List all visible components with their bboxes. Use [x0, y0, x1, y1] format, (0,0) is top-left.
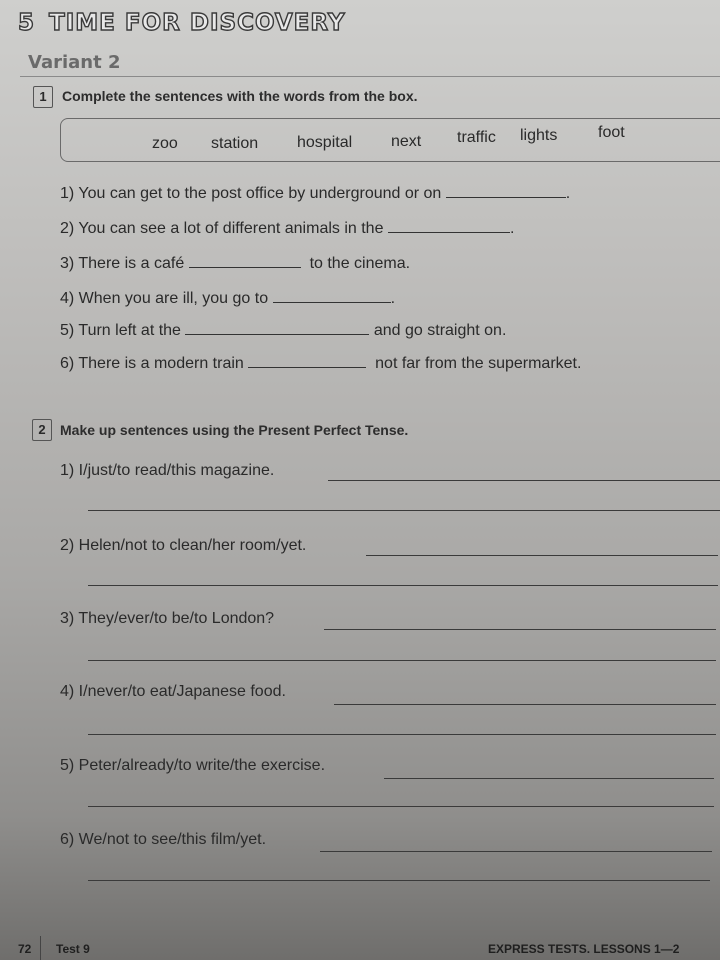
word-lights: lights: [520, 127, 558, 144]
divider: [40, 936, 41, 960]
sentence-6: 6) There is a modern train not far from the supermarket.: [60, 355, 582, 372]
answer-blank[interactable]: [248, 354, 366, 368]
unit-title: [18, 10, 346, 36]
page-number: 72: [18, 942, 32, 956]
word-next: next: [391, 133, 422, 150]
word-foot: foot: [598, 124, 625, 141]
answer-blank[interactable]: [189, 254, 301, 268]
answer-blank[interactable]: [273, 289, 391, 303]
unit-number: 5: [18, 10, 36, 36]
answer-line[interactable]: [384, 778, 714, 779]
unit-title-text: TIME FOR DISCOVERY: [49, 10, 346, 36]
answer-line[interactable]: [328, 480, 720, 481]
answer-blank[interactable]: [185, 321, 369, 335]
word-station: station: [211, 135, 259, 152]
sentence-2: 2) You can see a lot of different animals in the .: [60, 220, 515, 237]
answer-line[interactable]: [88, 660, 716, 661]
answer-line[interactable]: [88, 806, 714, 807]
item-6: 6) We/not to see/this film/yet.: [60, 831, 267, 848]
answer-line[interactable]: [88, 585, 718, 586]
answer-line[interactable]: [88, 880, 710, 881]
item-2: 2) Helen/not to clean/her room/yet.: [60, 537, 307, 554]
exercise-2-instruction: Make up sentences using the Present Perfect Tense.: [60, 422, 409, 438]
series-label: EXPRESS TESTS. LESSONS 1—2: [488, 942, 680, 956]
answer-line[interactable]: [88, 510, 720, 511]
item-4: 4) I/never/to eat/Japanese food.: [60, 683, 286, 700]
word-hospital: hospital: [297, 134, 353, 151]
divider: [20, 76, 720, 77]
answer-line[interactable]: [324, 629, 716, 630]
sentence-1: 1) You can get to the post office by underground or on .: [60, 185, 571, 202]
exercise-1-number: 1: [33, 86, 53, 108]
answer-line[interactable]: [320, 851, 712, 852]
answer-line[interactable]: [334, 704, 716, 705]
exercise-1-instruction: Complete the sentences with the words from the box.: [62, 88, 418, 104]
variant-label: Variant 2: [28, 52, 121, 73]
test-label: Test 9: [56, 942, 90, 956]
item-3: 3) They/ever/to be/to London?: [60, 610, 275, 627]
answer-blank[interactable]: [446, 184, 566, 198]
answer-line[interactable]: [88, 734, 716, 735]
item-1: 1) I/just/to read/this magazine.: [60, 462, 275, 479]
exercise-2-number: 2: [32, 419, 52, 441]
sentence-4: 4) When you are ill, you go to .: [60, 290, 396, 307]
answer-blank[interactable]: [388, 219, 510, 233]
word-zoo: zoo: [152, 135, 178, 152]
sentence-5: 5) Turn left at the and go straight on.: [60, 322, 507, 339]
sentence-3: 3) There is a café to the cinema.: [60, 255, 411, 272]
word-traffic: traffic: [457, 129, 496, 146]
item-5: 5) Peter/already/to write/the exercise.: [60, 757, 326, 774]
answer-line[interactable]: [366, 555, 718, 556]
